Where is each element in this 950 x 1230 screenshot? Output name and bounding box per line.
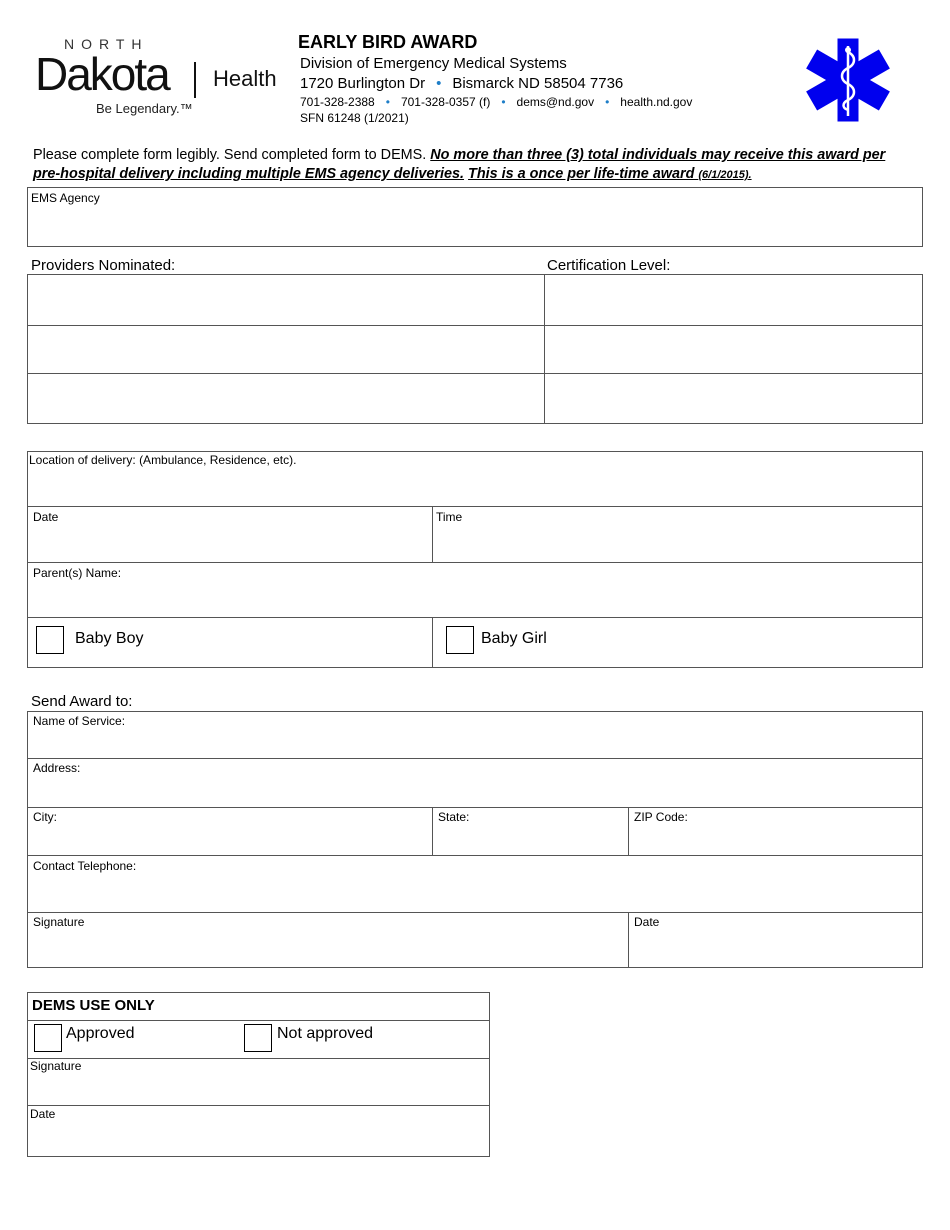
dems-date-label: Date [30, 1107, 56, 1121]
bullet-icon: • [501, 95, 506, 109]
sfn-number: SFN 61248 (1/2021) [300, 111, 409, 125]
signature-label: Signature [33, 915, 85, 929]
ems-agency-label: EMS Agency [31, 191, 100, 205]
city-label: City: [33, 810, 57, 824]
dems-row-divider [27, 1020, 490, 1021]
city-field[interactable] [28, 808, 432, 855]
not-approved-checkbox[interactable] [244, 1024, 272, 1052]
address-label: Address: [33, 761, 81, 775]
bullet-icon: • [605, 95, 610, 109]
location-label: Location of delivery: (Ambulance, Residence, etc). [29, 453, 297, 467]
bullet-icon: • [385, 95, 390, 109]
address-line [300, 75, 623, 92]
logo-dakota: Dakota [35, 48, 169, 100]
ems-agency-field[interactable] [27, 187, 923, 247]
approved-checkbox[interactable] [34, 1024, 62, 1052]
delivery-date-label: Date [33, 510, 59, 524]
dems-signature-field[interactable] [28, 1059, 489, 1105]
website: health.nd.gov [620, 95, 693, 109]
city-line: Bismarck ND 58504 7736 [452, 75, 624, 92]
address-field[interactable] [28, 759, 922, 807]
baby-divider [432, 617, 433, 668]
instructions [33, 146, 913, 185]
provider-name-field-2[interactable] [28, 326, 544, 373]
form-title: EARLY BIRD AWARD [298, 32, 478, 52]
baby-girl-checkbox[interactable] [446, 626, 474, 654]
approved-label: Approved [66, 1025, 135, 1042]
baby-boy-label: Baby Boy [75, 630, 144, 647]
instructions-date: (6/1/2015). [698, 169, 752, 181]
dems-date-field[interactable] [28, 1106, 489, 1156]
parents-name-label: Parent(s) Name: [33, 566, 122, 580]
delivery-date-field[interactable] [28, 507, 432, 562]
zip-label: ZIP Code: [634, 810, 688, 824]
instructions-limit: No more than three (3) total individuals may receive this award per pre-hospital delivery including multiple EMS agency deliveries. [33, 147, 886, 182]
contact-line [300, 95, 692, 109]
service-name-field[interactable] [28, 712, 922, 758]
delivery-time-field[interactable] [433, 507, 922, 562]
fax: 701-328-0357 (f) [400, 95, 491, 109]
division-name: Division of Emergency Medical Systems [300, 55, 567, 72]
logo-health: Health [213, 66, 277, 91]
contact-telephone-field[interactable] [28, 856, 922, 912]
provider-name-field-3[interactable] [28, 374, 544, 423]
baby-girl-label: Baby Girl [481, 630, 547, 647]
baby-boy-checkbox[interactable] [36, 626, 64, 654]
signature-date-label: Date [634, 915, 660, 929]
contact-telephone-label: Contact Telephone: [33, 859, 137, 873]
delivery-time-label: Time [436, 510, 463, 524]
logo-tagline: Be Legendary.™ [96, 101, 193, 116]
star-of-life-icon [806, 38, 890, 122]
send-award-header: Send Award to: [31, 693, 133, 710]
providers-header: Providers Nominated: [31, 257, 176, 274]
state-label: State: [438, 810, 470, 824]
not-approved-label: Not approved [277, 1025, 374, 1042]
instructions-plain: Please complete form legibly. Send completed form to DEMS. [33, 147, 431, 163]
service-name-label: Name of Service: [33, 714, 126, 728]
street: 1720 Burlington Dr [300, 75, 426, 92]
certification-field-3[interactable] [545, 374, 922, 423]
signature-date-field[interactable] [629, 913, 922, 967]
phone: 701-328-2388 [300, 95, 375, 109]
email: dems@nd.gov [516, 95, 595, 109]
signature-field[interactable] [28, 913, 628, 967]
certification-field-1[interactable] [545, 275, 922, 325]
instructions-once: This is a once per life-time award [468, 166, 699, 182]
dems-title: DEMS USE ONLY [32, 997, 155, 1014]
provider-name-field-1[interactable] [28, 275, 544, 325]
logo-north: NORTH [64, 36, 149, 52]
logo-divider [194, 62, 196, 98]
parents-name-field[interactable] [28, 563, 922, 617]
delivery-row-divider [27, 617, 923, 618]
certification-field-2[interactable] [545, 326, 922, 373]
certification-header: Certification Level: [547, 257, 671, 274]
dems-signature-label: Signature [30, 1059, 82, 1073]
bullet-icon: • [436, 75, 442, 92]
